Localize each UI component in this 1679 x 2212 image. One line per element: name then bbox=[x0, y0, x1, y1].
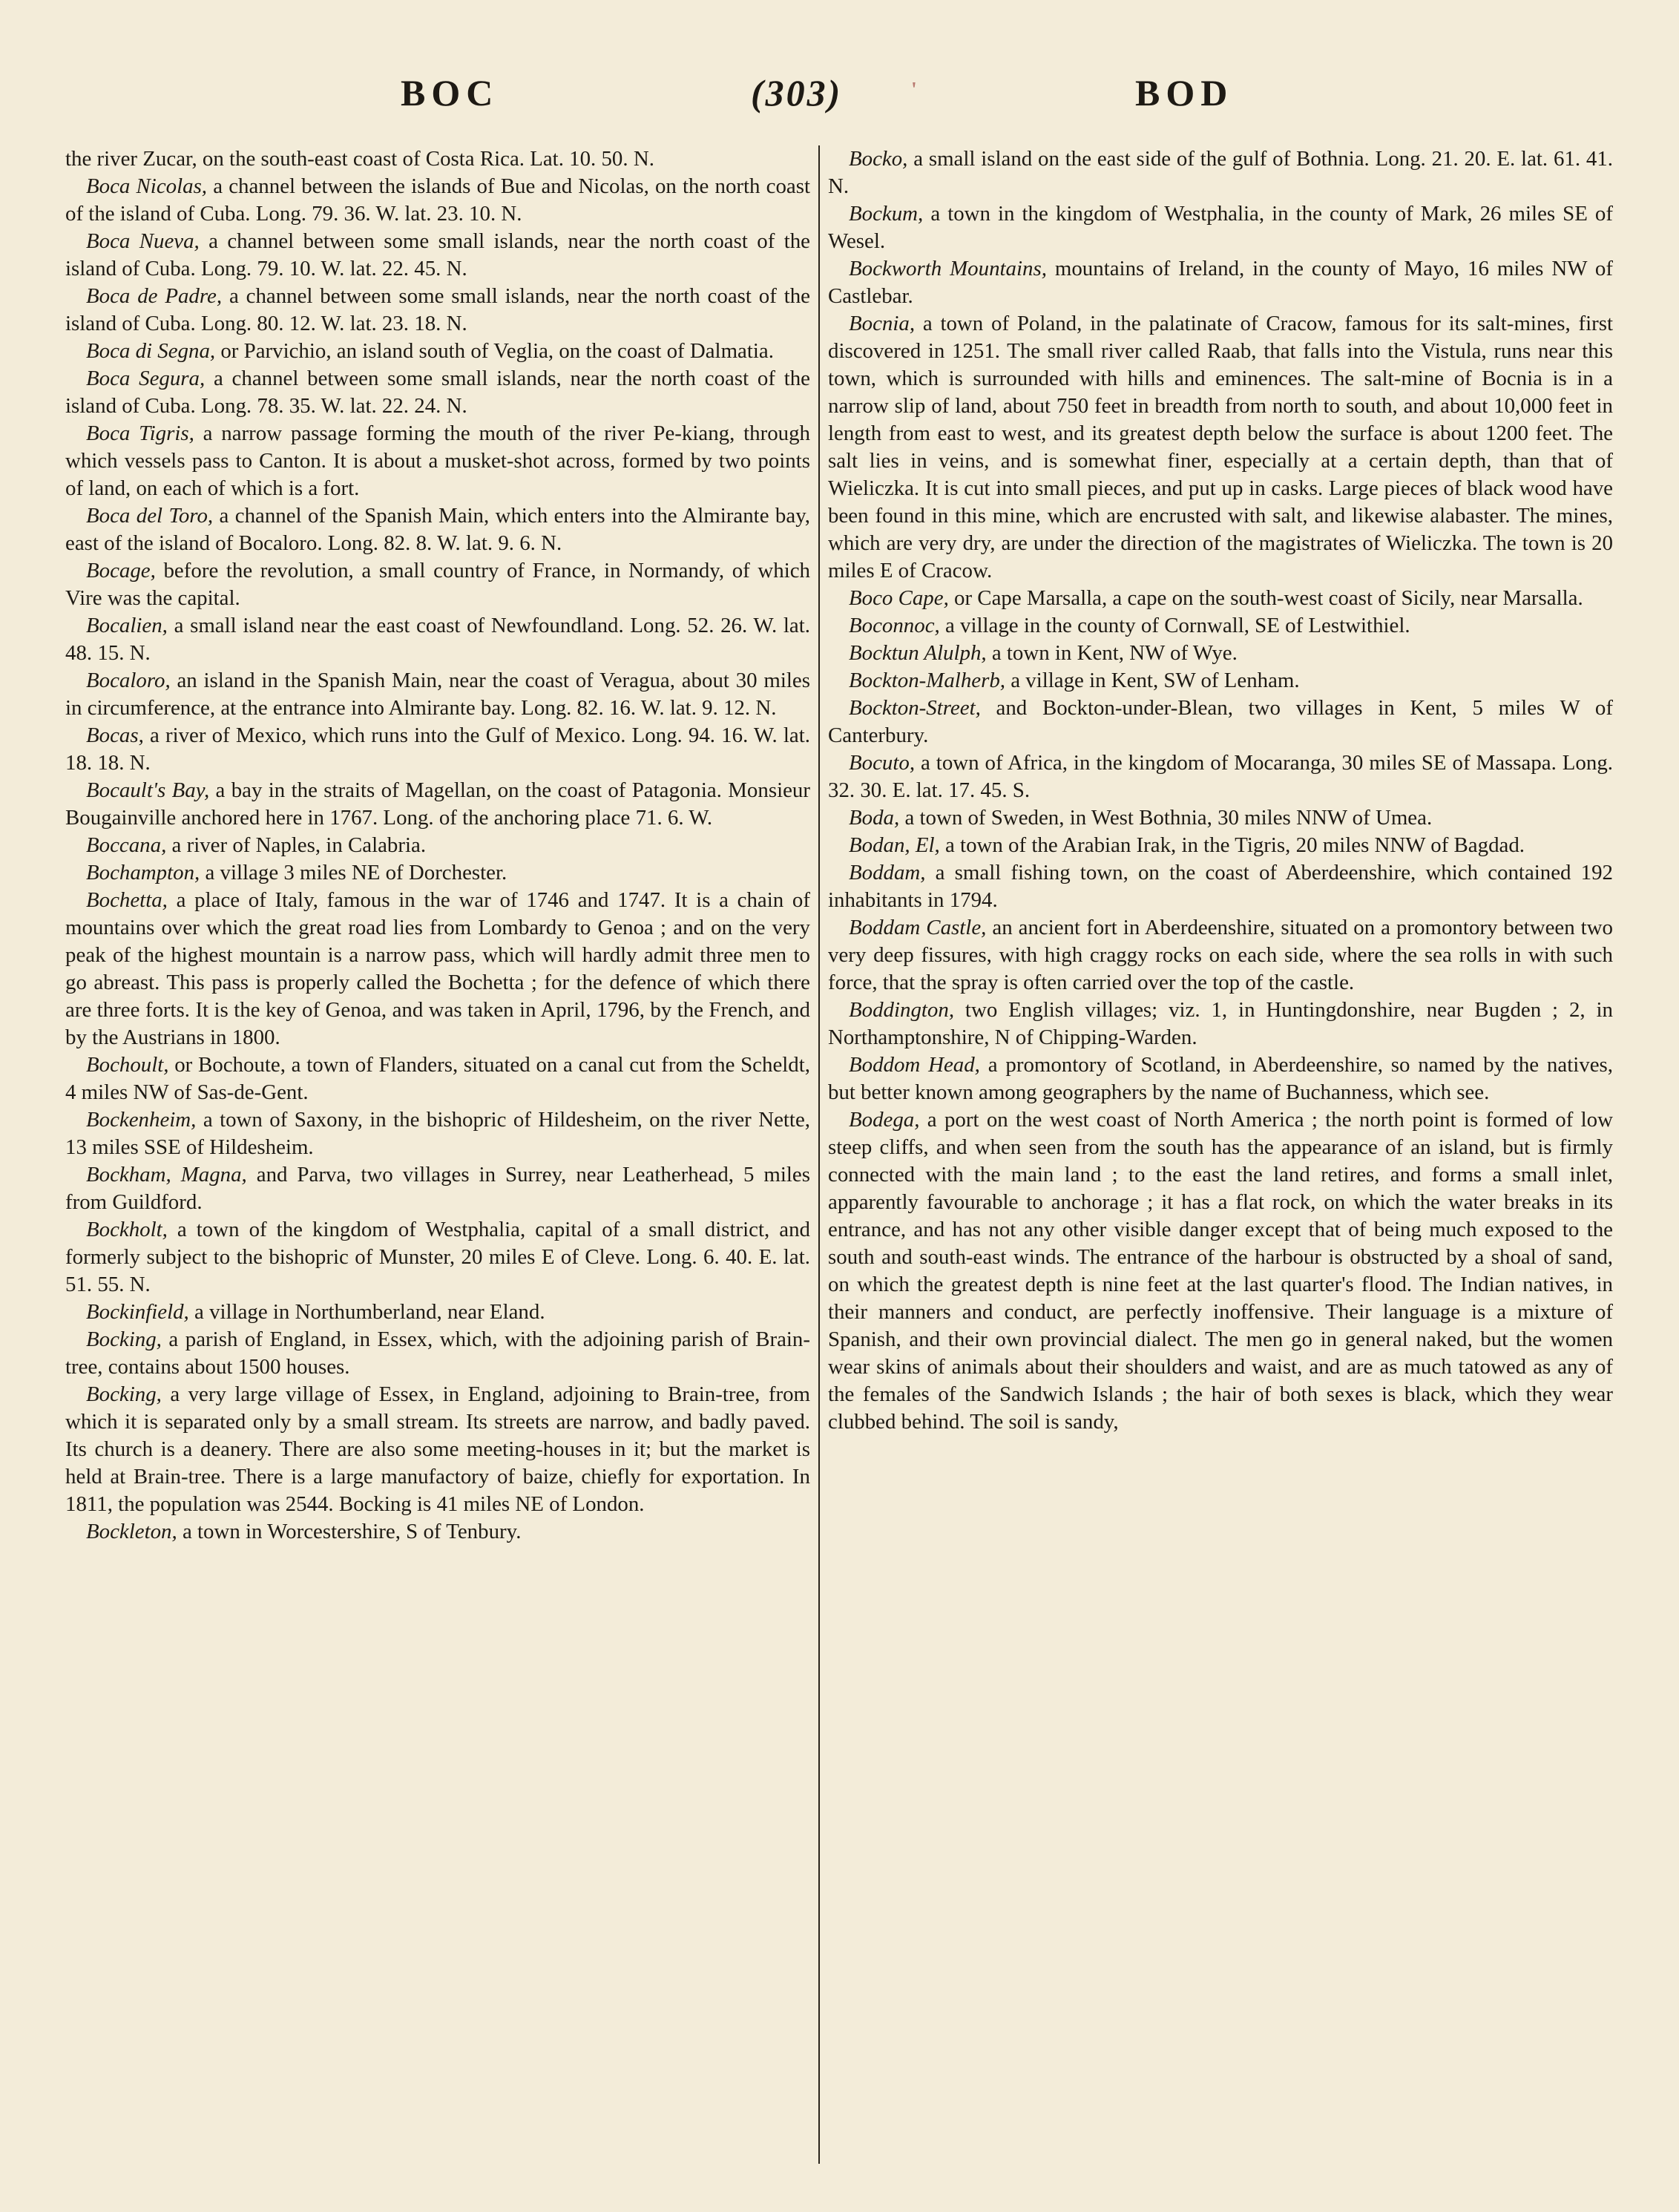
dictionary-entry bbox=[828, 1051, 1613, 1106]
dictionary-entry bbox=[828, 612, 1613, 640]
dictionary-entry bbox=[828, 310, 1613, 585]
entry-text: an island in the Spanish Main, near the coast of Veragua, about 30 miles in circumference, at the entrance into Almirante bay. Long. 82. 16. W. lat. 9. 12. N. bbox=[65, 669, 810, 720]
entry-text: a river of Naples, in Calabria. bbox=[166, 833, 427, 857]
entry-text: and Parva, two villages in Surrey, near Leatherhead, 5 miles from Guildford. bbox=[65, 1163, 810, 1214]
left-running-head: BOC bbox=[401, 72, 499, 114]
entry-text: a channel between the islands of Bue and Nicolas, on the north coast of the island of Cuba. Long. 79. 36. W. lat. 23. 10. N. bbox=[65, 174, 810, 226]
dictionary-entry bbox=[828, 832, 1613, 859]
entry-text: a town of Poland, in the palatinate of Cracow, famous for its salt-mines, first discovered in 1251. The small river called Raab, that falls into the Vistula, runs near this town, which is surrounded with hills and eminences. The salt-mine of Bocnia is in a narrow slip of land, about 750 feet in breadth from north to south, and about 10,000 feet in length from east to west, and its greatest depth below the surface is about 1200 feet. The salt lies in veins, and is somewhat finer, especially at a certain depth, than that of Wieliczka. It is cut into small pieces, and put up in casks. Large pieces of black wood have been found in this mine, which are encrusted with salt, and likewise alabaster. The mines, which are very dry, are under the direction of the magistrates of Wieliczka. The town is 20 miles E of Cracow. bbox=[828, 312, 1613, 582]
column-divider bbox=[818, 145, 820, 2164]
dictionary-entry bbox=[65, 283, 810, 338]
entry-text: or Parvichio, an island south of Veglia, on the coast of Dalmatia. bbox=[215, 339, 774, 363]
dictionary-entry bbox=[828, 255, 1613, 310]
dictionary-entry bbox=[65, 145, 810, 173]
entry-term: Boddam, bbox=[849, 861, 926, 885]
entry-text: a parish of England, in Essex, which, with the adjoining parish of Brain-tree, contains about 1500 houses. bbox=[65, 1327, 810, 1379]
dictionary-entry bbox=[65, 502, 810, 557]
entry-text: a town of the kingdom of Westphalia, capital of a small district, and formerly subject to the bishopric of Munster, 20 miles E of Cleve. Long. 6. 40. E. lat. 51. 55. N. bbox=[65, 1218, 810, 1296]
entry-text: a narrow passage forming the mouth of the river Pe-kiang, through which vessels pass to Canton. It is about a musket-shot across, formed by two points of land, on each of which is a fort. bbox=[65, 421, 810, 500]
entry-term: Bockleton, bbox=[86, 1520, 177, 1543]
dictionary-entry bbox=[65, 859, 810, 887]
dictionary-entry bbox=[828, 997, 1613, 1051]
entry-text: a town in the kingdom of Westphalia, in the county of Mark, 26 miles SE of Wesel. bbox=[828, 202, 1613, 253]
entry-term: Bodega, bbox=[849, 1108, 920, 1132]
entry-term: Bocas, bbox=[86, 723, 144, 747]
entry-term: Boca del Toro, bbox=[86, 504, 214, 528]
entry-text: and Bockton-under-Blean, two villages in Kent, 5 miles W of Canterbury. bbox=[828, 696, 1613, 747]
entry-term: Boda, bbox=[849, 806, 900, 830]
entry-term: Bocault's Bay, bbox=[86, 778, 210, 802]
entry-term: Boca di Segna, bbox=[86, 339, 216, 363]
entry-text: a place of Italy, famous in the war of 1746 and 1747. It is a chain of mountains over which the great road lies from Lombardy to Genoa ; and on the very peak of the highest mountain is a narrow pass, which will hardly admit three men to go abreast. This pass is properly called the Bochetta ; for the defence of which there are three forts. It is the key of Genoa, and was taken in April, 1796, by the French, and by the Austrians in 1800. bbox=[65, 888, 810, 1049]
dictionary-entry bbox=[65, 1051, 810, 1106]
dictionary-entry bbox=[65, 722, 810, 777]
right-running-head: BOD bbox=[1135, 72, 1234, 114]
entry-term: Bocuto, bbox=[849, 751, 916, 775]
entry-term: Bockton-Street, bbox=[849, 696, 981, 720]
entry-text: a town of Africa, in the kingdom of Mocaranga, 30 miles SE of Massapa. Long. 32. 30. E. lat. 17. 45. S. bbox=[828, 751, 1613, 802]
dictionary-entry bbox=[828, 1106, 1613, 1436]
entry-text: a town in Kent, NW of Wye. bbox=[986, 641, 1238, 665]
entry-text: a village in Kent, SW of Lenham. bbox=[1005, 669, 1300, 692]
stray-mark: ' bbox=[911, 79, 917, 102]
entry-term: Boca Nueva, bbox=[86, 229, 200, 253]
entry-text: a channel between some small islands, near the north coast of the island of Cuba. Long. 79. 10. W. lat. 22. 45. N. bbox=[65, 229, 810, 280]
entry-term: Bocktun Alulph, bbox=[849, 641, 987, 665]
entry-term: Boddom Head, bbox=[849, 1053, 980, 1077]
entry-text: a very large village of Essex, in England, adjoining to Brain-tree, from which it is separated only by a small stream. Its streets are narrow, and badly paved. Its church is a deanery. There are also some meeting-houses in it; but the market is held at Brain-tree. There is a large manufactory of baize, chiefly for exportation. In 1811, the population was 2544. Bocking is 41 miles NE of London. bbox=[65, 1382, 810, 1516]
entry-text: an ancient fort in Aberdeenshire, situated on a promontory between two very deep fissures, with high craggy rocks on each side, where the sea rolls in with such force, that the spray is often carried over the top of the castle. bbox=[828, 916, 1613, 994]
entry-term: Boco Cape, bbox=[849, 586, 949, 610]
entry-term: Bodan, El, bbox=[849, 833, 940, 857]
entry-term: Bockton-Malherb, bbox=[849, 669, 1005, 692]
entry-text: a town of Saxony, in the bishopric of Hildesheim, on the river Nette, 13 miles SSE of Hildesheim. bbox=[65, 1108, 810, 1159]
entry-text: a village 3 miles NE of Dorchester. bbox=[200, 861, 507, 885]
dictionary-entry bbox=[65, 1326, 810, 1381]
dictionary-entry bbox=[828, 640, 1613, 667]
dictionary-entry bbox=[828, 859, 1613, 914]
page-header bbox=[0, 71, 1679, 123]
dictionary-entry bbox=[828, 749, 1613, 804]
entry-text: a channel of the Spanish Main, which enters into the Almirante bay, east of the island of Bocaloro. Long. 82. 8. W. lat. 9. 6. N. bbox=[65, 504, 810, 555]
entry-term: Boca Nicolas, bbox=[86, 174, 208, 198]
entry-text: a channel between some small islands, near the north coast of the island of Cuba. Long. 80. 12. W. lat. 23. 18. N. bbox=[65, 284, 810, 335]
entry-text: or Bochoute, a town of Flanders, situated on a canal cut from the Scheldt, 4 miles NW of Sas-de-Gent. bbox=[65, 1053, 810, 1104]
entry-text: a promontory of Scotland, in Aberdeenshire, so named by the natives, but better known among geographers by the name of Buchanness, which see. bbox=[828, 1053, 1613, 1104]
entry-term: Boca de Padre, bbox=[86, 284, 223, 308]
left-column bbox=[65, 145, 810, 2142]
entry-term: Bockenheim, bbox=[86, 1108, 197, 1132]
entry-text: a village in Northumberland, near Eland. bbox=[188, 1300, 545, 1324]
entry-text: before the revolution, a small country of France, in Normandy, of which Vire was the capital. bbox=[65, 559, 810, 610]
dictionary-entry bbox=[65, 420, 810, 502]
entry-text: a bay in the straits of Magellan, on the coast of Patagonia. Monsieur Bougainville anchored here in 1767. Long. of the anchoring place 71. 6. W. bbox=[65, 778, 810, 830]
dictionary-entry bbox=[65, 1106, 810, 1161]
entry-term: Bocko, bbox=[849, 147, 908, 171]
entry-text: a town of Sweden, in West Bothnia, 30 miles NNW of Umea. bbox=[899, 806, 1433, 830]
dictionary-entry bbox=[828, 667, 1613, 695]
dictionary-entry bbox=[65, 1161, 810, 1216]
dictionary-entry bbox=[65, 173, 810, 228]
dictionary-entry bbox=[65, 365, 810, 420]
entry-text: the river Zucar, on the south-east coast of Costa Rica. Lat. 10. 50. N. bbox=[65, 147, 654, 171]
dictionary-entry bbox=[65, 1299, 810, 1326]
dictionary-entry bbox=[65, 1518, 810, 1546]
page-number: (303) bbox=[751, 72, 843, 114]
dictionary-entry bbox=[828, 145, 1613, 200]
entry-term: Bocking, bbox=[86, 1382, 162, 1406]
entry-text: a town of the Arabian Irak, in the Tigris, 20 miles NNW of Bagdad. bbox=[939, 833, 1525, 857]
entry-term: Bochetta, bbox=[86, 888, 168, 912]
entry-term: Bockham, Magna, bbox=[86, 1163, 247, 1187]
right-column bbox=[828, 145, 1613, 2142]
entry-text: mountains of Ireland, in the county of Mayo, 16 miles NW of Castlebar. bbox=[828, 257, 1613, 308]
entry-text: two English villages; viz. 1, in Huntingdonshire, near Bugden ; 2, in Northamptonshire, N of Chipping-Warden. bbox=[828, 998, 1613, 1049]
dictionary-entry bbox=[65, 667, 810, 722]
dictionary-entry bbox=[65, 1216, 810, 1299]
dictionary-entry bbox=[828, 914, 1613, 997]
entry-text: a small island on the east side of the gulf of Bothnia. Long. 21. 20. E. lat. 61. 41. N. bbox=[828, 147, 1613, 198]
entry-term: Bockinfield, bbox=[86, 1300, 189, 1324]
entry-text: a small fishing town, on the coast of Aberdeenshire, which contained 192 inhabitants in 1794. bbox=[828, 861, 1613, 912]
dictionary-entry bbox=[65, 1381, 810, 1518]
entry-term: Bockholt, bbox=[86, 1218, 168, 1241]
dictionary-entry bbox=[65, 832, 810, 859]
entry-text: a village in the county of Cornwall, SE of Lestwithiel. bbox=[939, 614, 1410, 637]
entry-term: Boccana, bbox=[86, 833, 167, 857]
entry-term: Boconnoc, bbox=[849, 614, 940, 637]
entry-term: Bockworth Mountains, bbox=[849, 257, 1047, 280]
dictionary-entry bbox=[65, 777, 810, 832]
dictionary-entry bbox=[828, 695, 1613, 749]
entry-text: a channel between some small islands, near the north coast of the island of Cuba. Long. 78. 35. W. lat. 22. 24. N. bbox=[65, 367, 810, 418]
dictionary-entry bbox=[65, 887, 810, 1051]
entry-term: Boca Segura, bbox=[86, 367, 206, 390]
entry-term: Bochampton, bbox=[86, 861, 200, 885]
entry-term: Boddington, bbox=[849, 998, 955, 1022]
entry-term: Boca Tigris, bbox=[86, 421, 194, 445]
entry-term: Bochoult, bbox=[86, 1053, 169, 1077]
entry-term: Bockum, bbox=[849, 202, 924, 226]
entry-text: a river of Mexico, which runs into the Gulf of Mexico. Long. 94. 16. W. lat. 18. 18. N. bbox=[65, 723, 810, 775]
dictionary-entry bbox=[65, 228, 810, 283]
entry-term: Boddam Castle, bbox=[849, 916, 987, 939]
entry-text: a town in Worcestershire, S of Tenbury. bbox=[177, 1520, 522, 1543]
dictionary-entry bbox=[65, 338, 810, 365]
entry-text: a port on the west coast of North America ; the north point is formed of low steep cliffs, and when seen from the south has the appearance of an island, but is firmly connected with the main land ; to the east the land retires, and forms a small inlet, apparently favourable to anchorage ; it has a flat rock, on which the water breaks in its entrance, and has not any other visible danger except that of being much exposed to the south and south-east winds. The entrance of the harbour is obstructed by a shoal of sand, on which the greatest depth is nine feet at the last quarter's flood. The Indian natives, in their manners and conduct, are perfectly inoffensive. Their language is a mixture of Spanish, and their own provincial dialect. The men go in general naked, but the women wear skins of animals about their shoulders and waist, and are as much tatowed as any of the females of the Sandwich Islands ; the hair of both sexes is black, which they wear clubbed behind. The soil is sandy, bbox=[828, 1108, 1613, 1434]
dictionary-entry bbox=[828, 200, 1613, 255]
dictionary-entry bbox=[65, 557, 810, 612]
entry-text: a small island near the east coast of Newfoundland. Long. 52. 26. W. lat. 48. 15. N. bbox=[65, 614, 810, 665]
entry-term: Bocalien, bbox=[86, 614, 168, 637]
dictionary-entry bbox=[828, 804, 1613, 832]
entry-text: or Cape Marsalla, a cape on the south-west coast of Sicily, near Marsalla. bbox=[948, 586, 1583, 610]
dictionary-entry bbox=[828, 585, 1613, 612]
entry-term: Bocnia, bbox=[849, 312, 916, 335]
entry-term: Bocking, bbox=[86, 1327, 162, 1351]
entry-term: Bocage, bbox=[86, 559, 156, 582]
dictionary-entry bbox=[65, 612, 810, 667]
entry-term: Bocaloro, bbox=[86, 669, 171, 692]
